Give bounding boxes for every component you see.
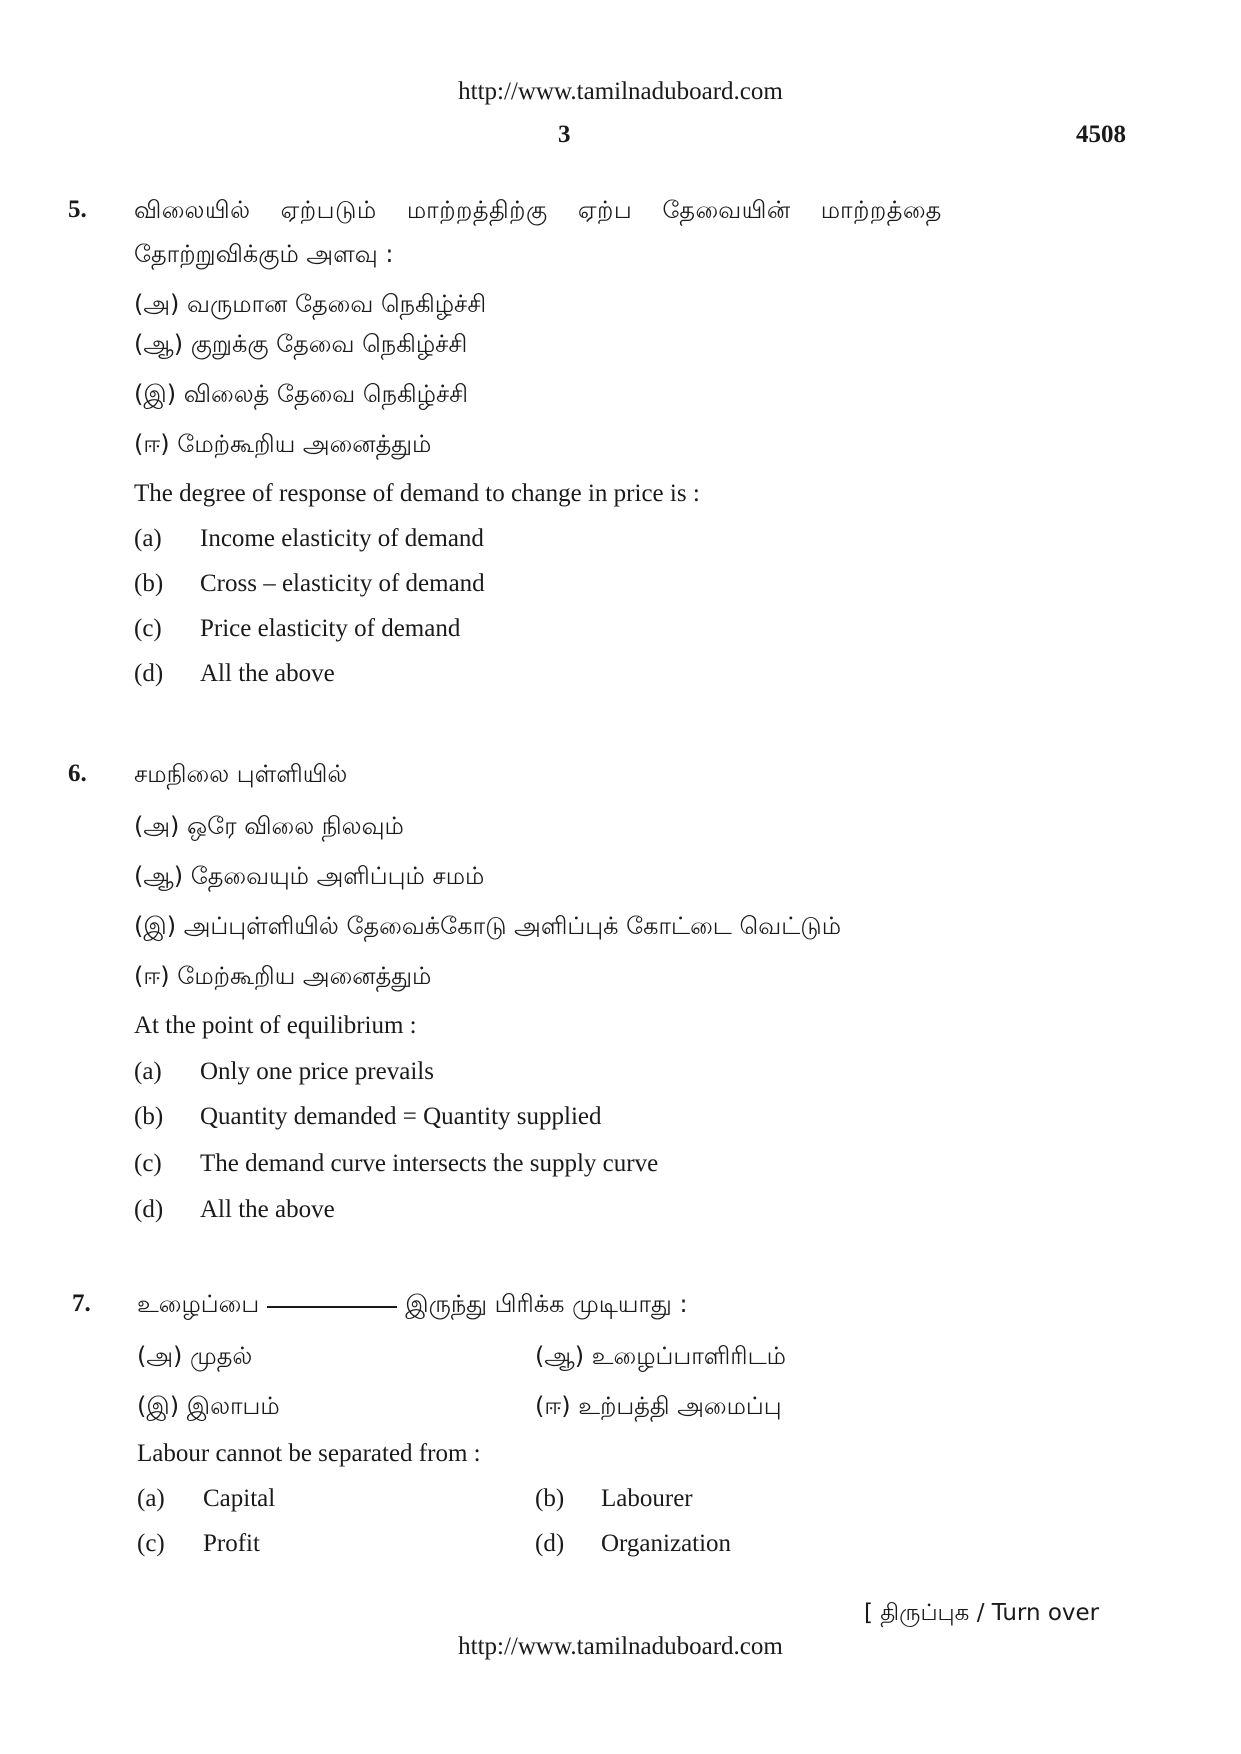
tamil-option: (ஆ) குறுக்கு தேவை நெகிழ்ச்சி (134, 330, 468, 358)
question-number: 5. (68, 196, 87, 223)
tamil-option: (அ) வருமான தேவை நெகிழ்ச்சி (134, 290, 487, 318)
english-option: (a) Income elasticity of demand (134, 525, 484, 552)
english-stem: Labour cannot be separated from : (137, 1440, 481, 1467)
tamil-stem: உழைப்பை இருந்து பிரிக்க முடியாது : (137, 1290, 688, 1318)
question-number: 6. (68, 760, 87, 787)
english-option: (b) Quantity demanded = Quantity supplied (134, 1103, 602, 1130)
english-option: (b) Cross – elasticity of demand (134, 570, 485, 597)
paper-code: 4508 (1076, 121, 1126, 148)
tamil-stem-line1: சமநிலை புள்ளியில் (134, 760, 348, 788)
english-option: (d) Organization (535, 1530, 732, 1557)
answer-blank (267, 1306, 397, 1308)
tamil-option: (ஆ) தேவையும் அளிப்பும் சமம் (134, 862, 485, 890)
english-option: (a) Only one price prevails (134, 1058, 434, 1085)
tamil-stem-line1: விலையில் ஏற்படும் மாற்றத்திற்கு ஏற்ப தேவையின் மாற்றத்தை (134, 196, 942, 224)
tamil-stem-line2: தோற்றுவிக்கும் அளவு : (134, 240, 394, 268)
tamil-option: (இ) விலைத் தேவை நெகிழ்ச்சி (134, 380, 469, 408)
english-option: (d) All the above (134, 660, 335, 687)
tamil-option: (ஈ) மேற்கூறிய அனைத்தும் (134, 430, 432, 458)
tamil-option: (அ) முதல் (137, 1342, 253, 1370)
english-option: (b) Labourer (535, 1485, 693, 1512)
tamil-option: (ஆ) உழைப்பாளிரிடம் (535, 1342, 786, 1370)
question-number: 7. (72, 1290, 91, 1317)
english-option: (c) The demand curve intersects the supply curve (134, 1150, 659, 1177)
english-stem: The degree of response of demand to change in price is : (134, 480, 700, 507)
tamil-option: (ஈ) மேற்கூறிய அனைத்தும் (134, 962, 432, 990)
tamil-option: (அ) ஒரே விலை நிலவும் (134, 812, 404, 840)
english-option: (c) Price elasticity of demand (134, 615, 461, 642)
turn-over-note: [ திருப்புக / Turn over (864, 1600, 1100, 1626)
page-number: 3 (558, 121, 571, 148)
header-url: http://www.tamilnaduboard.com (458, 78, 783, 105)
english-option: (d) All the above (134, 1196, 335, 1223)
tamil-option: (இ) அப்புள்ளியில் தேவைக்கோடு அளிப்புக் கோட்டை வெட்டும் (134, 912, 842, 940)
english-stem: At the point of equilibrium : (134, 1012, 417, 1039)
footer-url: http://www.tamilnaduboard.com (458, 1633, 783, 1660)
english-option: (a) Capital (137, 1485, 276, 1512)
tamil-option: (ஈ) உற்பத்தி அமைப்பு (535, 1392, 782, 1420)
tamil-option: (இ) இலாபம் (137, 1392, 280, 1420)
english-option: (c) Profit (137, 1530, 260, 1557)
